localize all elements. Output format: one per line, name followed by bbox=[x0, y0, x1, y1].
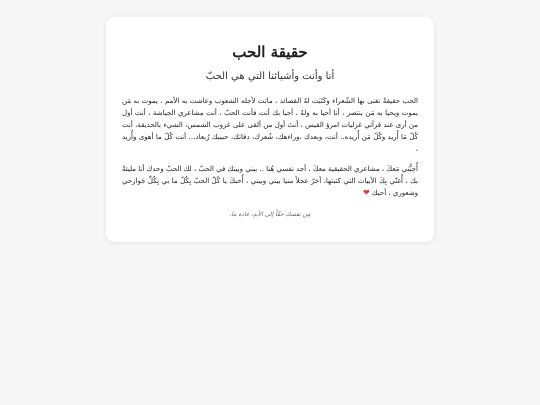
page-title: حقيقة الحب bbox=[232, 43, 308, 61]
love-letter-card bbox=[106, 17, 434, 242]
paragraph-2 bbox=[122, 163, 418, 199]
signature-line: مِن نفسك حقّاً إلى الأبدِ، غادة ما. bbox=[229, 211, 311, 218]
paragraph-1: الحب حقيقةٌ تغنى بها الشّعراء وكَتَبَت لهُ القصائد ، ماتت لأجله الشعوب وعاشت به الأمم ، يموت به مَن يموت ويحيا به مَن ينتصر ، أنا أحيا به ولهُ ، أحيا بك أنت فأنت الحبّ ، أنت مشاعري الجياشة ، أنت أول من أرى عند قرآتي غزليات امرؤ القيس ، أنتَ أول من ألقى على غروب الشمس، الشيء بالحديقة، أنت كُلّ مَا أُريد وكُلّ مَن أُريده.. أنت، وبعدك ،وراءهك، شُعرك، دقاتك، حبيبك رُبعاد… أنت كُلّ ما أهوى وأُريد ، bbox=[122, 97, 418, 153]
heart-icon: ❤ bbox=[362, 188, 370, 197]
paragraph-2-text: أُحِبُّني مَعكَ ، مشاعري الحقيقية معكَ ، أجد نفسي هُنا .. بيني وبينك في الحبّ ، لك الحبّ وحدك أنا مليئةٌ بك ، أُغنّي بِكَ الأبيات التي كتبتها، أخرّ عجلاً منيا بيني وبيني ، أُحبكَ يا كُلّ الحبّ بِكُلّ ما بي بِكُلِّ جَوارحي وشعوري ، أحبك bbox=[122, 165, 418, 197]
page-subtitle: أنا وأنت وأشيائنا التي هي الحبّ bbox=[205, 71, 335, 82]
